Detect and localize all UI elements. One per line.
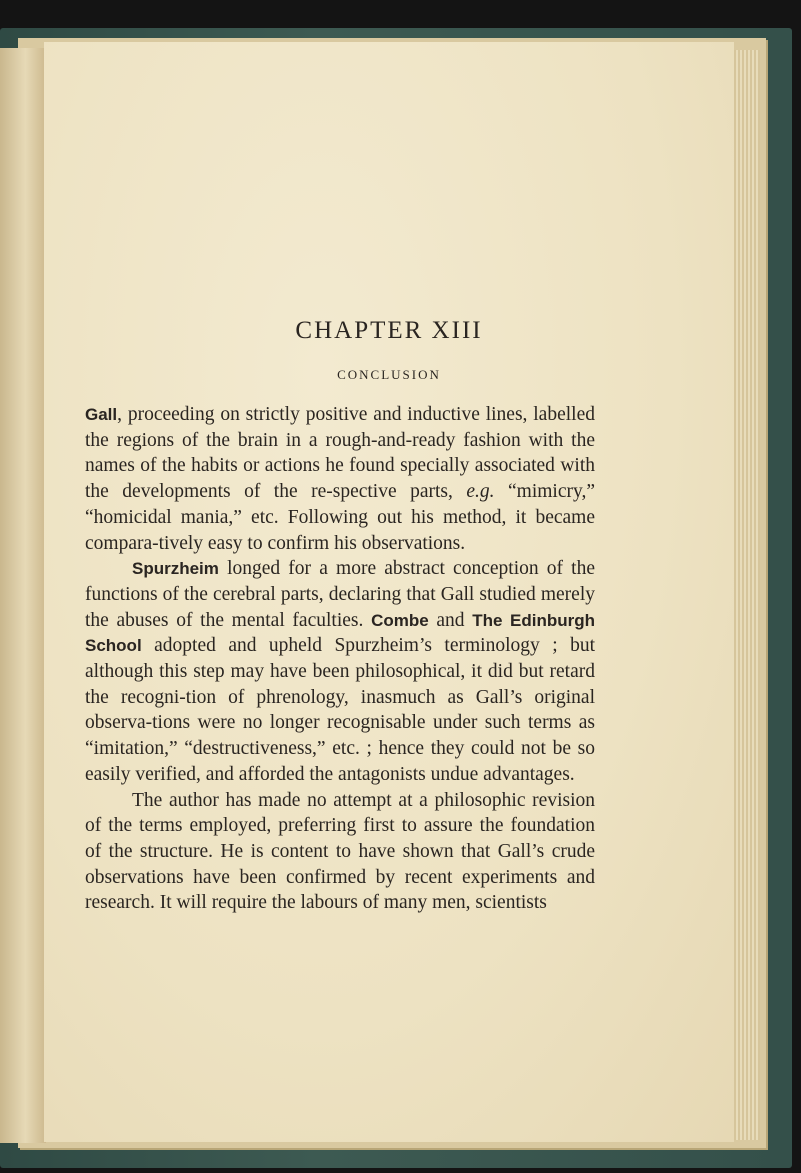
paragraph: [85, 556, 595, 787]
name-spurzheim: Spurzheim: [132, 559, 219, 579]
body-text: [85, 402, 595, 916]
text-run: The author has made no attempt at a philosophic revision of the terms employed, preferring first to assure the foundation of the structure. He is content to have shown that Gall’s crude observations have been confirmed by recent experiments and research. It will require the labours of many men, scientists: [85, 789, 595, 914]
book-page: [44, 42, 734, 1142]
section-title: CONCLUSION: [337, 367, 441, 382]
paragraph: [85, 788, 595, 917]
name-edinburgh-school: The Edinburgh School: [85, 610, 596, 656]
name-gall: Gall: [85, 405, 118, 424]
paragraph: [85, 402, 595, 556]
name-combe: Combe: [371, 610, 429, 630]
text-run: “mimicry,” “homicidal mania,” etc. Following out his method, it became compara-tively easy to confirm his observations.: [85, 481, 595, 554]
text-run: , proceeding on strictly positive and inductive lines, labelled the regions of the brain in a rough-and-ready fashion with the names of the habits or actions he found specially associated with the developments of the re-spective parts,: [85, 404, 595, 503]
text-run: and: [428, 609, 473, 631]
text-run: adopted and upheld Spurzheim’s terminology ; but although this step may have been philosophical, it did but retard the recogni-tion of phrenology, inasmuch as Gall’s original observa-tions were no longer recognisable under such terms as “imitation,” “destructiveness,” etc. ; hence they could not be so easily verified, and afforded the antagonists undue advantages.: [85, 635, 595, 785]
text-italic: e.g.: [466, 481, 495, 503]
chapter-title: CHAPTER XIII: [295, 317, 483, 344]
left-page-gutter: [0, 48, 46, 1143]
text-run: longed for a more abstract conception of the functions of the cerebral parts, declaring that Gall studied merely the abuses of the mental faculties.: [85, 558, 595, 631]
